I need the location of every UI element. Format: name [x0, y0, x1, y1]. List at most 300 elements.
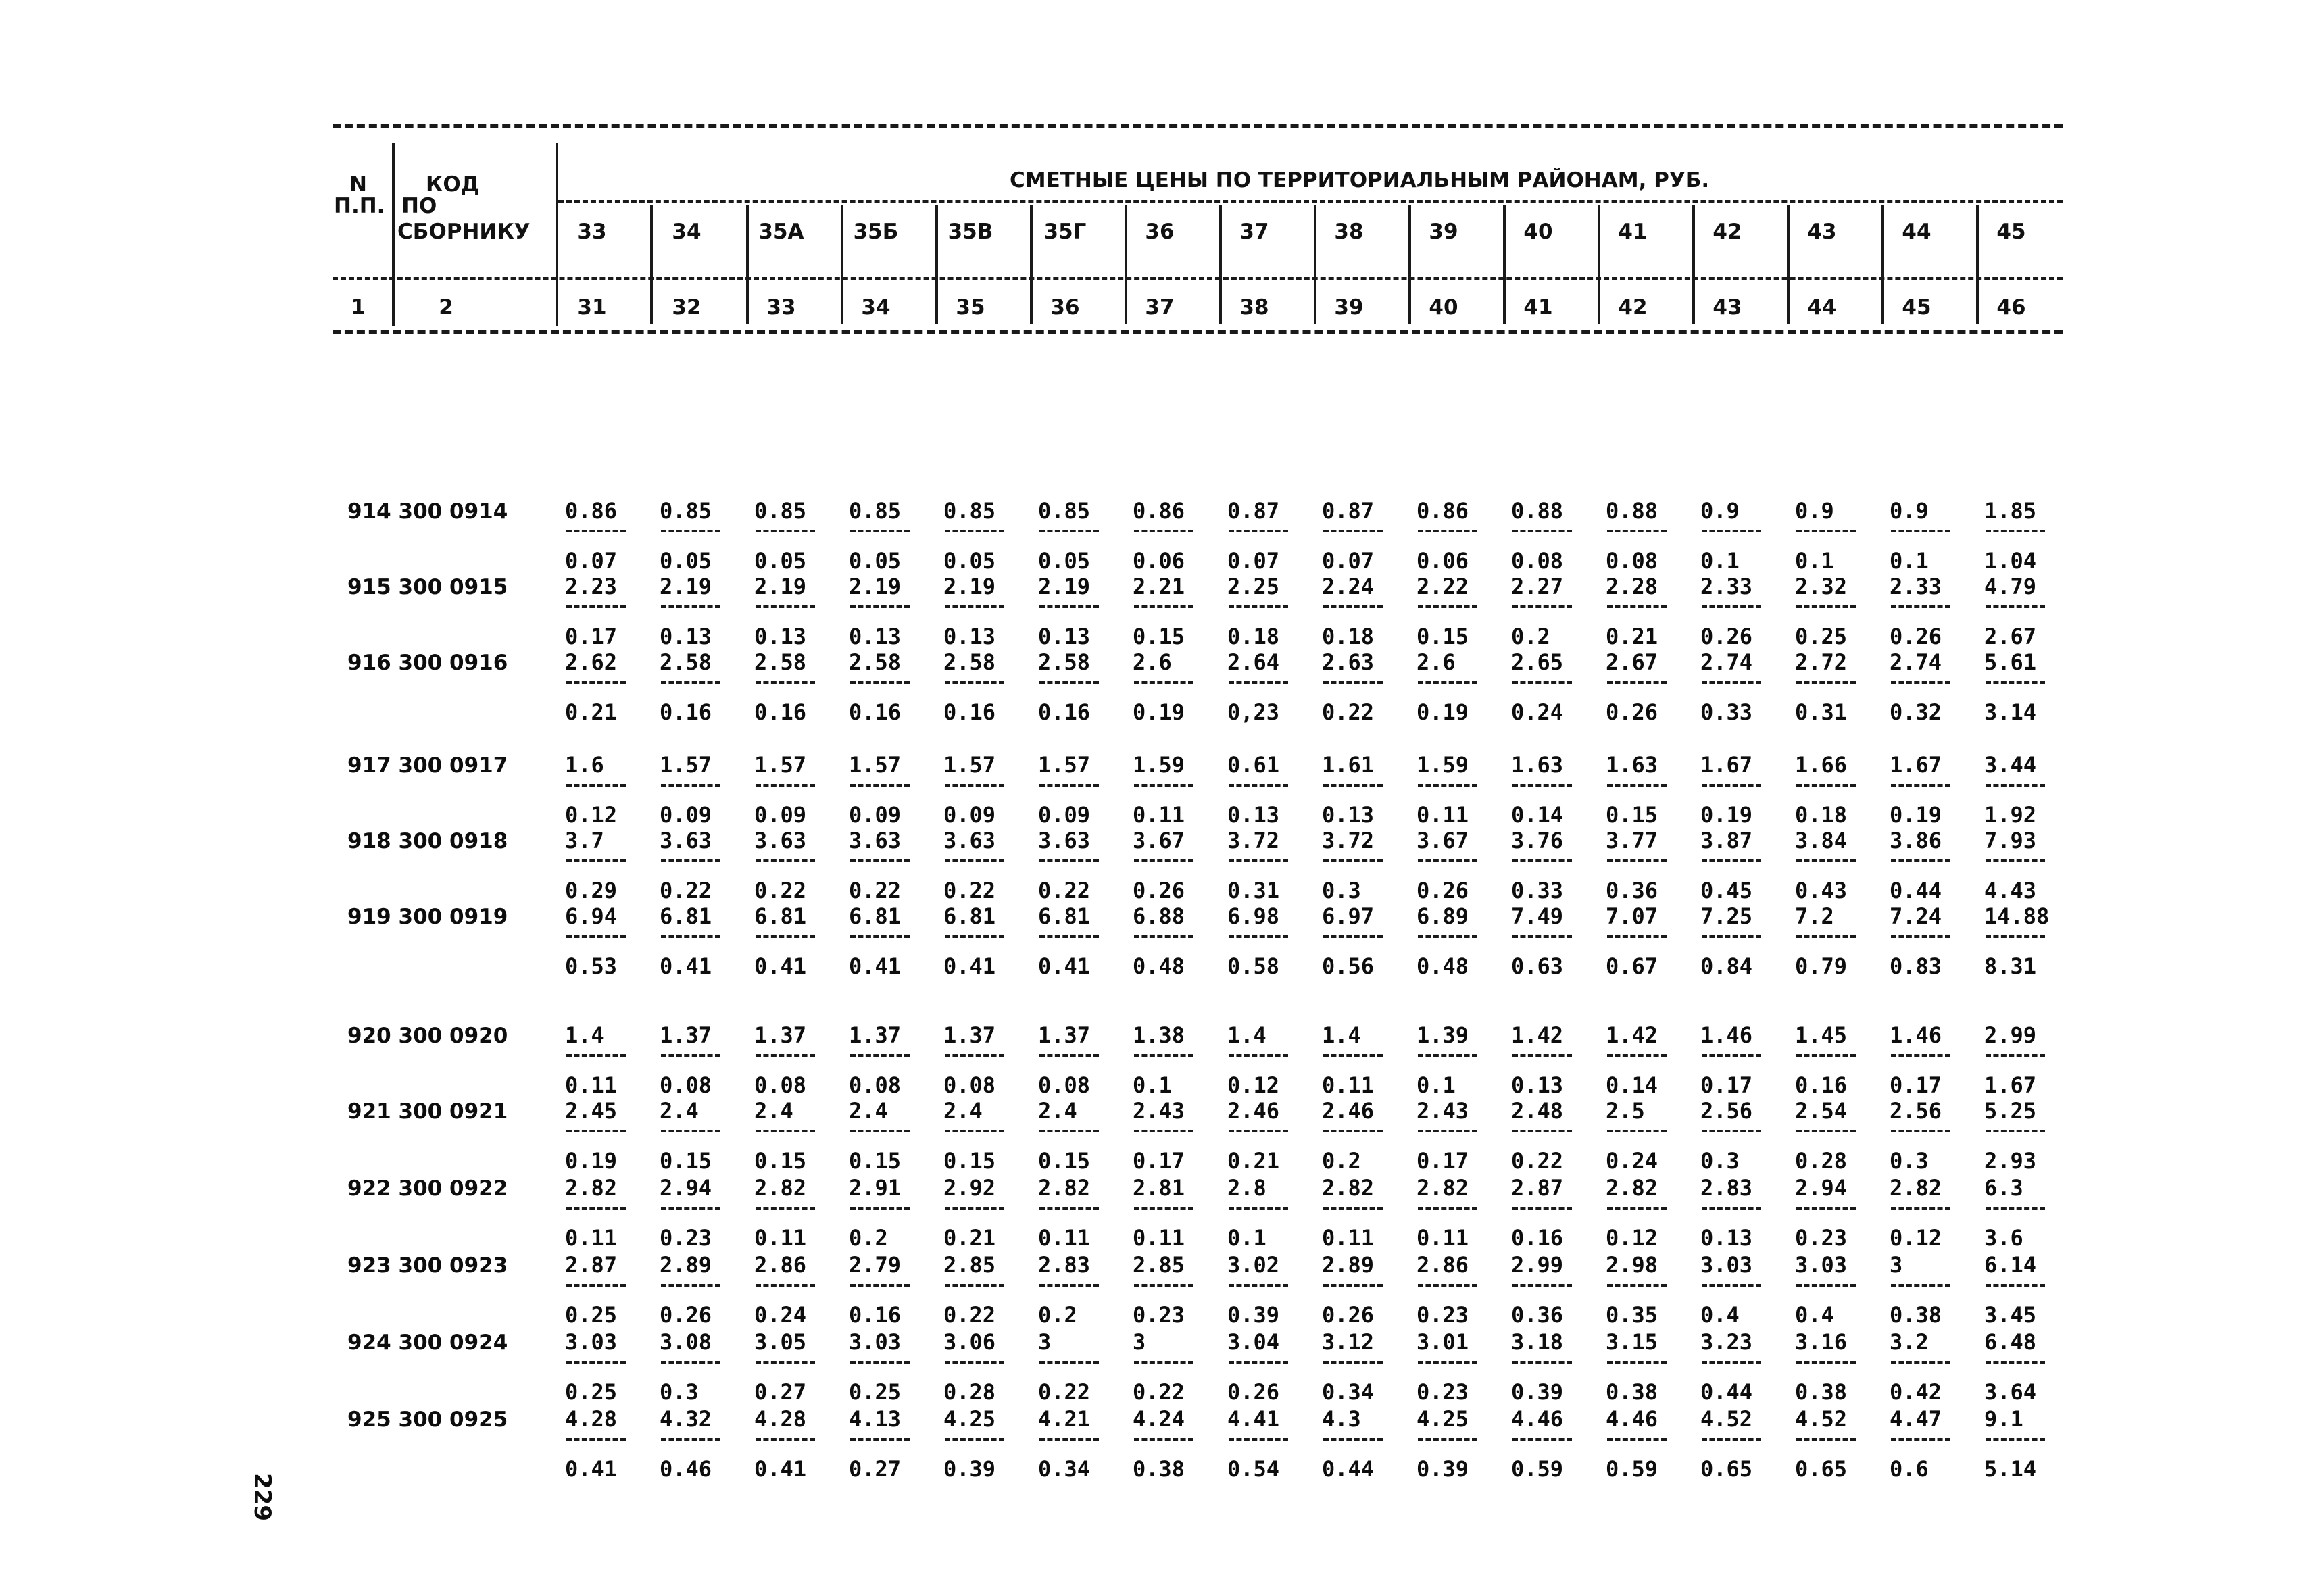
- price-cell: [1700, 498, 1795, 574]
- header-col-number: 40: [1429, 295, 1458, 320]
- price-cell: [1038, 1022, 1133, 1098]
- price-index-value: 0.08: [1038, 1072, 1091, 1098]
- price-cell: [1511, 649, 1606, 725]
- price-value: 2.82: [1038, 1175, 1091, 1201]
- price-index-value: 0.07: [1227, 548, 1280, 574]
- price-cell: [1606, 649, 1700, 725]
- price-value: 3.76: [1511, 828, 1564, 853]
- price-value: 2.82: [1606, 1175, 1658, 1201]
- price-cell: [1322, 1098, 1417, 1174]
- price-cell: [1227, 752, 1322, 828]
- fraction-line: [566, 530, 626, 532]
- header-col-number: 31: [577, 295, 607, 320]
- price-value: 3.84: [1795, 828, 1848, 853]
- price-value: 6.81: [943, 903, 996, 929]
- fraction-line: [1891, 1207, 1950, 1210]
- price-index-value: 0.08: [1606, 548, 1658, 574]
- price-index-value: 0.17: [1700, 1072, 1753, 1098]
- price-cell: [1511, 828, 1606, 903]
- price-value: 5.61: [1984, 649, 2037, 675]
- price-cell: [1984, 574, 2079, 649]
- price-index-value: 0.41: [565, 1456, 618, 1482]
- fraction-line: [945, 1438, 1004, 1441]
- price-index-value: 0.26: [1322, 1302, 1375, 1328]
- row-code: 922 300 0922: [347, 1176, 508, 1201]
- price-value: 2.6: [1133, 649, 1172, 675]
- header-col-num-2: 2: [439, 295, 453, 320]
- fraction-line: [1607, 784, 1667, 787]
- fraction-line: [1986, 1054, 2045, 1057]
- fraction-line: [1986, 1361, 2045, 1364]
- fraction-line: [661, 859, 720, 862]
- price-index-value: 0.26: [1133, 878, 1185, 903]
- price-cell: [943, 498, 1038, 574]
- price-value: 4.41: [1227, 1406, 1280, 1432]
- price-value: 3.63: [849, 828, 902, 853]
- fraction-line: [661, 784, 720, 787]
- fraction-line: [661, 681, 720, 684]
- price-index-value: 2.93: [1984, 1148, 2037, 1174]
- price-value: 3.86: [1890, 828, 1942, 853]
- price-value: 2.67: [1606, 649, 1658, 675]
- price-value: 1.46: [1890, 1022, 1942, 1048]
- price-cell: [660, 828, 754, 903]
- price-value: 7.07: [1606, 903, 1658, 929]
- price-cell: [1606, 498, 1700, 574]
- price-cell: [1890, 903, 1984, 979]
- fraction-line: [1891, 530, 1950, 532]
- price-value: 2.46: [1227, 1098, 1280, 1124]
- fraction-line: [661, 1207, 720, 1210]
- price-index-value: 0.12: [1890, 1225, 1942, 1251]
- header-district-label: 44: [1902, 220, 1931, 244]
- price-index-value: 0.22: [754, 878, 807, 903]
- fraction-line: [1796, 681, 1856, 684]
- price-cell: [849, 1252, 943, 1328]
- fraction-line: [850, 1207, 910, 1210]
- fraction-line: [1134, 530, 1193, 532]
- price-index-value: 0.08: [754, 1072, 807, 1098]
- price-cell: [1133, 574, 1227, 649]
- price-value: 2.99: [1984, 1022, 2037, 1048]
- price-cell: [565, 649, 660, 725]
- fraction-line: [756, 859, 815, 862]
- price-index-value: 0.1: [1417, 1072, 1456, 1098]
- price-cell: [754, 1098, 849, 1174]
- price-index-value: 0.16: [1795, 1072, 1848, 1098]
- price-value: 2.46: [1322, 1098, 1375, 1124]
- price-cell: [1417, 1252, 1511, 1328]
- fraction-line: [1323, 935, 1383, 938]
- price-index-value: 1.92: [1984, 802, 2037, 828]
- price-index-value: 0.11: [1038, 1225, 1091, 1251]
- price-cell: [1417, 752, 1511, 828]
- fraction-line: [1702, 1054, 1761, 1057]
- price-index-value: 0.36: [1511, 1302, 1564, 1328]
- price-value: 2.22: [1417, 574, 1469, 599]
- price-value: 2.72: [1795, 649, 1848, 675]
- price-cell: [660, 1175, 754, 1251]
- price-value: 3.63: [1038, 828, 1091, 853]
- price-value: 2.74: [1700, 649, 1753, 675]
- fraction-line: [1607, 1130, 1667, 1132]
- price-value: 3.72: [1227, 828, 1280, 853]
- price-value: 2.33: [1890, 574, 1942, 599]
- price-value: 7.24: [1890, 903, 1942, 929]
- fraction-line: [1323, 1284, 1383, 1287]
- price-value: 0.85: [754, 498, 807, 524]
- fraction-line: [756, 1438, 815, 1441]
- fraction-line: [850, 1284, 910, 1287]
- price-cell: [1322, 1406, 1417, 1482]
- fraction-line: [661, 1130, 720, 1132]
- price-cell: [849, 903, 943, 979]
- header-num-label-1: N: [349, 172, 367, 197]
- price-value: 2.83: [1038, 1252, 1091, 1278]
- price-index-value: 0.42: [1890, 1379, 1942, 1405]
- price-index-value: 0.34: [1038, 1456, 1091, 1482]
- price-cell: [1417, 1022, 1511, 1098]
- price-value: 3: [1890, 1252, 1903, 1278]
- fraction-line: [1891, 935, 1950, 938]
- fraction-line: [756, 1361, 815, 1364]
- price-value: 1.37: [943, 1022, 996, 1048]
- fraction-line: [945, 1130, 1004, 1132]
- price-index-value: 0.35: [1606, 1302, 1658, 1328]
- fraction-line: [1607, 1054, 1667, 1057]
- price-index-value: 0.12: [1606, 1225, 1658, 1251]
- header-district-label: 45: [1996, 220, 2026, 244]
- row-code: 917 300 0917: [347, 753, 508, 778]
- fraction-line: [1796, 605, 1856, 608]
- price-index-value: 0.26: [660, 1302, 712, 1328]
- fraction-line: [1607, 1361, 1667, 1364]
- fraction-line: [1229, 530, 1288, 532]
- fraction-line: [1323, 605, 1383, 608]
- price-index-value: 0.21: [1227, 1148, 1280, 1174]
- price-cell: [1984, 1022, 2079, 1098]
- fraction-line: [1891, 605, 1950, 608]
- header-col-number: 42: [1618, 295, 1648, 320]
- price-cell: [1700, 1098, 1795, 1174]
- fraction-line: [1796, 1438, 1856, 1441]
- price-value: 3.72: [1322, 828, 1375, 853]
- price-cell: [849, 828, 943, 903]
- fraction-line: [1796, 1054, 1856, 1057]
- price-value: 4.47: [1890, 1406, 1942, 1432]
- price-cell: [1890, 1252, 1984, 1328]
- price-value: 1.63: [1606, 752, 1658, 778]
- price-index-value: 0.22: [943, 878, 996, 903]
- price-value: 2.91: [849, 1175, 902, 1201]
- price-cell: [1038, 498, 1133, 574]
- price-index-value: 0.33: [1700, 699, 1753, 725]
- price-index-value: 0.26: [1890, 624, 1942, 649]
- fraction-line: [1702, 935, 1761, 938]
- price-value: 2.86: [754, 1252, 807, 1278]
- price-index-value: 0.13: [1322, 802, 1375, 828]
- price-value: 7.2: [1795, 903, 1834, 929]
- price-index-value: 0.22: [1038, 1379, 1091, 1405]
- row-code: 918 300 0918: [347, 829, 508, 853]
- price-cell: [1133, 1406, 1227, 1482]
- price-index-value: 0.22: [660, 878, 712, 903]
- price-index-value: 0.25: [849, 1379, 902, 1405]
- price-cell: [1795, 903, 1890, 979]
- price-cell: [660, 1406, 754, 1482]
- price-cell: [1511, 574, 1606, 649]
- fraction-line: [1323, 1361, 1383, 1364]
- fraction-line: [1134, 1207, 1193, 1210]
- fraction-line: [1607, 681, 1667, 684]
- fraction-line: [1418, 1054, 1477, 1057]
- fraction-line: [1702, 1438, 1761, 1441]
- price-value: 3.23: [1700, 1329, 1753, 1355]
- price-index-value: 0.07: [1322, 548, 1375, 574]
- price-value: 3.87: [1700, 828, 1753, 853]
- price-cell: [1322, 1022, 1417, 1098]
- price-value: 1.6: [565, 752, 604, 778]
- price-value: 2.92: [943, 1175, 996, 1201]
- fraction-line: [1702, 530, 1761, 532]
- price-value: 2.87: [1511, 1175, 1564, 1201]
- row-code: 914 300 0914: [347, 499, 508, 524]
- price-index-value: 0.09: [849, 802, 902, 828]
- price-value: 3.15: [1606, 1329, 1658, 1355]
- price-index-value: 0.46: [660, 1456, 712, 1482]
- header-col-number: 43: [1713, 295, 1742, 320]
- fraction-line: [945, 1207, 1004, 1210]
- price-value: 2.43: [1133, 1098, 1185, 1124]
- price-cell: [565, 498, 660, 574]
- price-value: 1.37: [660, 1022, 712, 1048]
- fraction-line: [756, 784, 815, 787]
- fraction-line: [1323, 1130, 1383, 1132]
- price-cell: [1984, 1175, 2079, 1251]
- header-district-label: 35В: [947, 220, 993, 244]
- price-index-value: 0.13: [1511, 1072, 1564, 1098]
- price-index-value: 0.39: [1227, 1302, 1280, 1328]
- price-value: 2.81: [1133, 1175, 1185, 1201]
- price-index-value: 0.13: [1227, 802, 1280, 828]
- fraction-line: [756, 1207, 815, 1210]
- header-col-number: 35: [956, 295, 985, 320]
- price-value: 0.88: [1511, 498, 1564, 524]
- price-index-value: 0.14: [1606, 1072, 1658, 1098]
- fraction-line: [661, 1054, 720, 1057]
- fraction-line: [1418, 1207, 1477, 1210]
- price-value: 2.65: [1511, 649, 1564, 675]
- price-index-value: 0.08: [1511, 548, 1564, 574]
- price-index-value: 0.19: [1133, 699, 1185, 725]
- price-cell: [943, 1098, 1038, 1174]
- price-value: 7.93: [1984, 828, 2037, 853]
- price-index-value: 0.23: [1795, 1225, 1848, 1251]
- fraction-line: [1039, 1207, 1099, 1210]
- price-value: 2.89: [660, 1252, 712, 1278]
- price-index-value: 0.11: [1417, 1225, 1469, 1251]
- price-index-value: 0.13: [754, 624, 807, 649]
- price-index-value: 0.25: [565, 1379, 618, 1405]
- fraction-line: [1323, 681, 1383, 684]
- price-value: 2.63: [1322, 649, 1375, 675]
- price-index-value: 0.22: [1511, 1148, 1564, 1174]
- price-cell: [849, 649, 943, 725]
- header-district-label: 37: [1239, 220, 1269, 244]
- price-index-value: 0.56: [1322, 953, 1375, 979]
- price-value: 1.46: [1700, 1022, 1753, 1048]
- price-cell: [1700, 1329, 1795, 1405]
- price-value: 2.23: [565, 574, 618, 599]
- price-value: 1.57: [849, 752, 902, 778]
- price-value: 4.52: [1795, 1406, 1848, 1432]
- fraction-line: [1134, 1361, 1193, 1364]
- price-index-value: 0.1: [1700, 548, 1740, 574]
- price-index-value: 0.41: [849, 953, 902, 979]
- price-cell: [1890, 1406, 1984, 1482]
- price-cell: [1795, 1252, 1890, 1328]
- price-index-value: 0.16: [849, 1302, 902, 1328]
- row-code: 921 300 0921: [347, 1099, 508, 1124]
- price-index-value: 0.22: [1038, 878, 1091, 903]
- price-cell: [565, 1406, 660, 1482]
- price-value: 2.56: [1700, 1098, 1753, 1124]
- price-index-value: 0.22: [943, 1302, 996, 1328]
- header-col-number: 45: [1902, 295, 1931, 320]
- price-cell: [1227, 1175, 1322, 1251]
- fraction-line: [1796, 784, 1856, 787]
- price-cell: [1795, 1175, 1890, 1251]
- price-index-value: 0.15: [1133, 624, 1185, 649]
- price-cell: [943, 649, 1038, 725]
- price-index-value: 0.15: [943, 1148, 996, 1174]
- fraction-line: [1418, 784, 1477, 787]
- price-value: 0.61: [1227, 752, 1280, 778]
- price-value: 6.14: [1984, 1252, 2037, 1278]
- row-code: 916 300 0916: [347, 651, 508, 675]
- fraction-line: [1229, 1054, 1288, 1057]
- price-index-value: 0.12: [1227, 1072, 1280, 1098]
- fraction-line: [756, 605, 815, 608]
- header-col-number: 44: [1807, 295, 1837, 320]
- fraction-line: [756, 1284, 815, 1287]
- fraction-line: [1134, 681, 1193, 684]
- price-value: 1.4: [1227, 1022, 1266, 1048]
- price-value: 2.33: [1700, 574, 1753, 599]
- fraction-line: [1418, 1438, 1477, 1441]
- fraction-line: [566, 1284, 626, 1287]
- fraction-line: [1039, 1054, 1099, 1057]
- price-cell: [660, 1329, 754, 1405]
- price-cell: [1795, 1098, 1890, 1174]
- fraction-line: [1891, 1054, 1950, 1057]
- price-index-value: 0.59: [1511, 1456, 1564, 1482]
- price-index-value: 0.59: [1606, 1456, 1658, 1482]
- price-index-value: 0.15: [660, 1148, 712, 1174]
- price-value: 1.67: [1700, 752, 1753, 778]
- price-cell: [1511, 752, 1606, 828]
- price-cell: [1322, 498, 1417, 574]
- price-index-value: 0.21: [565, 699, 618, 725]
- price-index-value: 3.6: [1984, 1225, 2023, 1251]
- price-cell: [849, 752, 943, 828]
- fraction-line: [1039, 935, 1099, 938]
- price-value: 2.19: [1038, 574, 1091, 599]
- price-index-value: 0.11: [1133, 802, 1185, 828]
- price-cell: [1890, 1175, 1984, 1251]
- fraction-line: [1418, 1361, 1477, 1364]
- fraction-line: [1323, 1207, 1383, 1210]
- fraction-line: [1986, 1438, 2045, 1441]
- price-index-value: 0.24: [754, 1302, 807, 1328]
- price-cell: [1417, 574, 1511, 649]
- price-index-value: 1.04: [1984, 548, 2037, 574]
- header-code-label-3: СБОРНИКУ: [397, 220, 531, 244]
- price-value: 2.58: [1038, 649, 1091, 675]
- fraction-line: [1607, 1284, 1667, 1287]
- fraction-line: [756, 935, 815, 938]
- price-value: 2.85: [1133, 1252, 1185, 1278]
- fraction-line: [566, 605, 626, 608]
- fraction-line: [1512, 1361, 1572, 1364]
- price-cell: [1984, 498, 2079, 574]
- price-index-value: 0.23: [1417, 1379, 1469, 1405]
- price-index-value: 3.64: [1984, 1379, 2037, 1405]
- price-value: 0.9: [1890, 498, 1929, 524]
- price-cell: [1984, 1406, 2079, 1482]
- price-index-value: 8.31: [1984, 953, 2037, 979]
- fraction-line: [850, 1054, 910, 1057]
- price-index-value: 0.07: [565, 548, 618, 574]
- price-index-value: 0.08: [943, 1072, 996, 1098]
- price-value: 1.42: [1606, 1022, 1658, 1048]
- price-value: 4.46: [1511, 1406, 1564, 1432]
- price-cell: [1511, 1175, 1606, 1251]
- fraction-line: [1702, 859, 1761, 862]
- price-cell: [1417, 1406, 1511, 1482]
- price-value: 2.82: [754, 1175, 807, 1201]
- fraction-line: [1702, 1207, 1761, 1210]
- price-cell: [1511, 1252, 1606, 1328]
- price-index-value: 0.41: [1038, 953, 1091, 979]
- price-value: 4.52: [1700, 1406, 1753, 1432]
- fraction-line: [1986, 935, 2045, 938]
- price-cell: [1133, 828, 1227, 903]
- price-value: 1.63: [1511, 752, 1564, 778]
- price-index-value: 0,23: [1227, 699, 1280, 725]
- fraction-line: [1229, 681, 1288, 684]
- fraction-line: [850, 530, 910, 532]
- price-index-value: 0.33: [1511, 878, 1564, 903]
- price-index-value: 0.38: [1890, 1302, 1942, 1328]
- fraction-line: [945, 681, 1004, 684]
- price-value: 1.39: [1417, 1022, 1469, 1048]
- fraction-line: [1986, 1130, 2045, 1132]
- price-cell: [565, 828, 660, 903]
- fraction-line: [1512, 1438, 1572, 1441]
- price-value: 2.4: [1038, 1098, 1077, 1124]
- price-cell: [1227, 649, 1322, 725]
- price-cell: [754, 1252, 849, 1328]
- price-value: 6.3: [1984, 1175, 2023, 1201]
- row-code: 923 300 0923: [347, 1253, 508, 1278]
- fraction-line: [1986, 681, 2045, 684]
- price-value: 6.97: [1322, 903, 1375, 929]
- price-index-value: 0.43: [1795, 878, 1848, 903]
- price-index-value: 0.44: [1322, 1456, 1375, 1482]
- price-value: 6.81: [849, 903, 902, 929]
- header-prices-title: СМЕТНЫЕ ЦЕНЫ ПО ТЕРРИТОРИАЛЬНЫМ РАЙОНАМ, РУБ.: [1010, 168, 1710, 193]
